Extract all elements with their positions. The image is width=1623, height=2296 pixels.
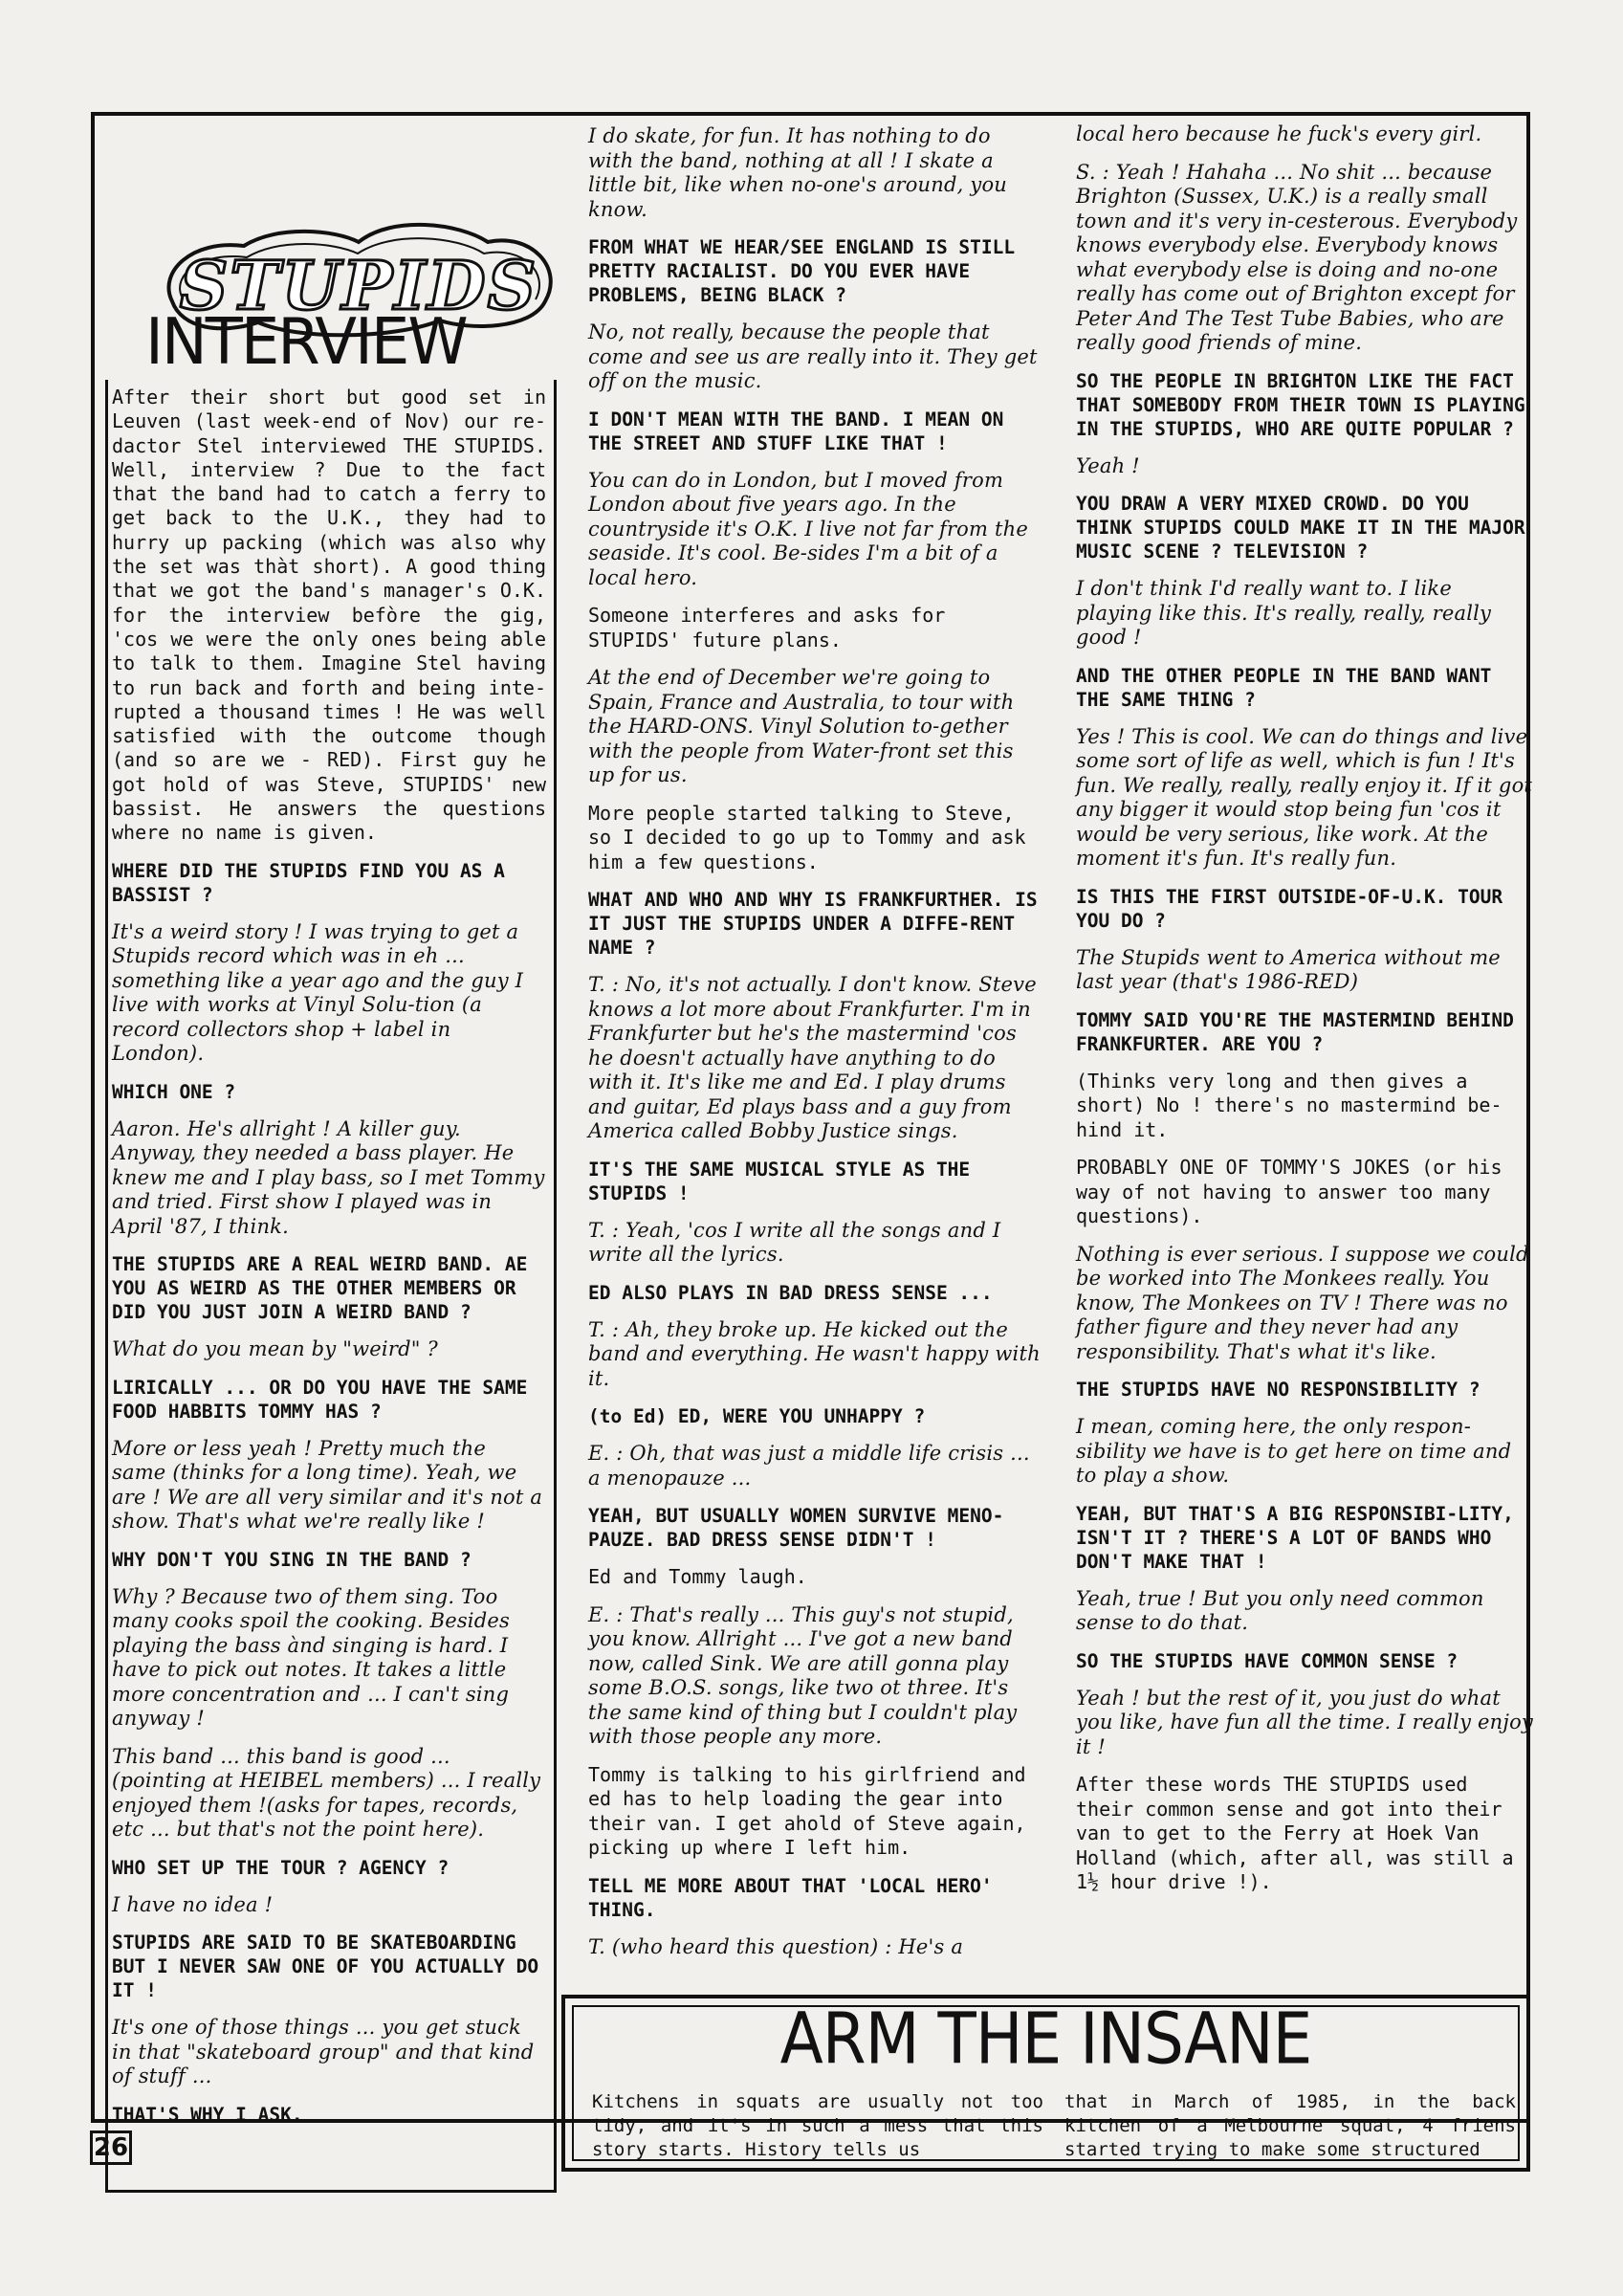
question: IS THIS THE FIRST OUTSIDE-OF-U.K. TOUR YOU DO ?: [1076, 885, 1503, 932]
narration: Ed and Tommy laugh.: [588, 1565, 807, 1588]
question: LIRICALLY ... OR DO YOU HAVE THE SAME FOOD HABBITS TOMMY HAS ?: [112, 1376, 528, 1423]
question: WHERE DID THE STUPIDS FIND YOU AS A BASSIST ?: [112, 859, 505, 906]
column-3: [1076, 122, 1533, 1998]
answer: local hero because he fuck's every girl.: [1076, 122, 1482, 145]
question: YEAH, BUT USUALLY WOMEN SURVIVE MENO-PAUZE. BAD DRESS SENSE DIDN'T !: [588, 1505, 1004, 1551]
answer: T. : No, it's not actually. I don't know. Steve knows a lot more about Frankfurter. I'm in Frankfurter but he's the mastermind 'cos he doesn't actually have anything to do with it. It's like me and Ed. I play drums and guitar, Ed plays bass and a guy from America called Bobby Justice sings.: [588, 973, 1037, 1142]
answer: No, not really, because the people that come and see us are really into it. They get off on the music.: [588, 320, 1038, 392]
logo-text: STUPIDS: [179, 246, 538, 325]
column-1: [105, 120, 557, 2157]
answer: I don't think I'd really want to. I like playing like this. It's really, really, really good !: [1076, 577, 1492, 649]
masthead: [105, 120, 557, 380]
narration: PROBABLY ONE OF TOMMY'S JOKES (or his way of not having to answer too many questions).: [1076, 1156, 1502, 1227]
answer: Yeah, true ! But you only need common sense to do that.: [1076, 1586, 1484, 1634]
answer: Why ? Because two of them sing. Too many cooks spoil the cooking. Besides playing the bass ànd singing is hard. I have to pick out notes. It takes a little more concentration and ... I can't sing anyway !: [112, 1584, 510, 1731]
answer: I mean, coming here, the only respon-sibility we have is to get here on time and to play a show.: [1076, 1415, 1512, 1487]
question: WHAT AND WHO AND WHY IS FRANKFURTHER. IS IT JUST THE STUPIDS UNDER A DIFFE-RENT NAME ?: [588, 889, 1038, 959]
answer: At the end of December we're going to Spain, France and Australia, to tour with the HARD-ONS. Vinyl Solution to-gether with the people from Water-front set this up for us.: [588, 666, 1015, 786]
arm-the-insane-title: ARM THE INSANE: [779, 1998, 1312, 2081]
narration: (Thinks very long and then gives a short) No ! there's no mastermind be-hind it.: [1076, 1069, 1502, 1141]
arm-text-left: Kitchens in squats are usually not too tidy, and it's in such a mess that this story starts. History tells us: [592, 2091, 1043, 2160]
answer: T. (who heard this question) : He's a: [588, 1934, 964, 1958]
column-2: [588, 124, 1042, 1999]
question: YOU DRAW A VERY MIXED CROWD. DO YOU THINK STUPIDS COULD MAKE IT IN THE MAJOR MUSIC SCENE ? TELEVISION ?: [1076, 493, 1525, 563]
question: SO THE STUPIDS HAVE COMMON SENSE ?: [1076, 1649, 1459, 1672]
question: WHO SET UP THE TOUR ? AGENCY ?: [112, 1856, 450, 1879]
question: ED ALSO PLAYS IN BAD DRESS SENSE ...: [588, 1281, 993, 1304]
question: SO THE PEOPLE IN BRIGHTON LIKE THE FACT THAT SOMEBODY FROM THEIR TOWN IS PLAYING IN THE STUPIDS, WHO ARE QUITE POPULAR ?: [1076, 369, 1525, 440]
narration: Tommy is talking to his girlfriend and ed has to help loading the gear into their van. I get ahold of Steve again, picking up where I left him.: [588, 1762, 1026, 1859]
arm-the-insane-box: [561, 1995, 1530, 2172]
interview-heading: INTERVIEW: [145, 305, 467, 380]
answer: Yes ! This is cool. We can do things and live some sort of life as well, which is fun ! It's fun. We really, really, really enjoy it. If it got any bigger it would stop being fun 'cos it would be very serious, like work. At the moment it's fun. It's really fun.: [1076, 724, 1533, 870]
question: FROM WHAT WE HEAR/SEE ENGLAND IS STILL PRETTY RACIALIST. DO YOU EVER HAVE PROBLEMS, BEING BLACK ?: [588, 236, 1016, 306]
answer: S. : Yeah ! Hahaha ... No shit ... because Brighton (Sussex, U.K.) is a really small town and it's very in-cesterous. Everybody knows everybody else. Everybody knows what everybody else is doing and no-one really has come out of Brighton except for Peter And The Test Tube Babies, who are really good friends of mine.: [1076, 160, 1518, 354]
answer: It's a weird story ! I was trying to get a Stupids record which was in eh ... something like a year ago and the guy I live with works at Vinyl Solu-tion (a record collectors shop + label in London).: [112, 919, 524, 1066]
answer: The Stupids went to America without me last year (that's 1986-RED): [1076, 945, 1501, 993]
question: TOMMY SAID YOU'RE THE MASTERMIND BEHIND FRANKFURTER. ARE YOU ?: [1076, 1008, 1514, 1055]
answer: Nothing is ever serious. I suppose we could be worked into The Monkees really. You know, The Monkees on TV ! There was no father figure and they never had any responsibility. That's what it's like.: [1076, 1242, 1529, 1363]
answer: Yeah !: [1076, 453, 1140, 477]
question: AND THE OTHER PEOPLE IN THE BAND WANT THE SAME THING ?: [1076, 664, 1492, 711]
question: THE STUPIDS HAVE NO RESPONSIBILITY ?: [1076, 1379, 1480, 1401]
narration: After these words THE STUPIDS used their common sense and got into their van to get to the Ferry at Hoek Van Holland (which, after all, was still a 1½ hour drive !).: [1076, 1773, 1514, 1893]
answer: E. : Oh, that was just a middle life crisis ... a menopauze ...: [588, 1442, 1030, 1490]
answer: Yeah ! but the rest of it, you just do what you like, have fun all the time. I really enjoy it !: [1076, 1686, 1533, 1758]
answer: I do skate, for fun. It has nothing to do with the band, nothing at all ! I skate a little bit, like when no-one's around, you know.: [588, 124, 1008, 221]
answer: T. : Yeah, 'cos I write all the songs and I write all the lyrics.: [588, 1218, 1001, 1266]
column-1-body: [105, 380, 557, 2193]
question: (to Ed) ED, WERE YOU UNHAPPY ?: [588, 1405, 926, 1427]
answer: You can do in London, but I moved from London about five years ago. In the countryside it's O.K. I live not far from the seaside. It's cool. Be-sides I'm a bit of a local hero.: [588, 468, 1029, 589]
question: WHY DON'T YOU SING IN THE BAND ?: [112, 1548, 472, 1571]
answer: E. : That's really ... This guy's not stupid, you know. Allright ... I've got a new band now, called Sink. We are atill gonna play some B.O.S. songs, like two ot three. It's the same kind of thing but I couldn't play with those people any more.: [588, 1602, 1018, 1748]
answer: It's one of those things ... you get stuck in that "skateboard group" and that kind of stuff ...: [112, 2016, 535, 2088]
narration: More people started talking to Steve, so I decided to go up to Tommy and ask him a few questions.: [588, 801, 1026, 873]
intro-paragraph: After their short but good set in Leuven (last week-end of Nov) our re-dactor Stel interviewed THE STUPIDS. Well, interview ? Due to the fact that the band had to catch a ferry to get back to the U.K., they had to hurry up packing (which was also why the set was thàt short). A good thing that we got the band's manager's O.K. for the interview befòre the gig, 'cos we were the only ones being able to talk to them. Imagine Stel having to run back and forth and being inte-rupted a thousand times ! He was well satisfied with the outcome though (and so are we - RED). First guy he got hold of was Steve, STUPIDS' new bassist. He answers the questions where no name is given.: [112, 386, 546, 845]
narration: Someone interferes and asks for STUPIDS' future plans.: [588, 604, 946, 651]
answer: This band ... this band is good ... (pointing at HEIBEL members) ... I really enjoyed them !(asks for tapes, records, etc ... but that's not the point here).: [112, 1744, 541, 1842]
question: I DON'T MEAN WITH THE BAND. I MEAN ON THE STREET AND STUFF LIKE THAT !: [588, 408, 1004, 454]
answer: More or less yeah ! Pretty much the same (thinks for a long time). Yeah, we are ! We are all very similar and it's not a show. That's what we're really like !: [112, 1436, 543, 1534]
question: YEAH, BUT THAT'S A BIG RESPONSIBI-LITY, ISN'T IT ? THERE'S A LOT OF BANDS WHO DON'T MAKE THAT !: [1076, 1502, 1514, 1573]
question: THE STUPIDS ARE A REAL WEIRD BAND. AE YOU AS WEIRD AS THE OTHER MEMBERS OR DID YOU JUST JOIN A WEIRD BAND ?: [112, 1253, 528, 1324]
answer: Aaron. He's allright ! A killer guy. Anyway, they needed a bass player. He knew me and I play bass, so I met Tommy and tried. First show I played was in April '87, I think.: [112, 1116, 545, 1238]
answer: T. : Ah, they broke up. He kicked out the band and everything. He wasn't happy with it.: [588, 1317, 1041, 1390]
page-number: 26: [90, 2130, 132, 2165]
question: WHICH ONE ?: [112, 1080, 236, 1103]
question: TELL ME MORE ABOUT THAT 'LOCAL HERO' THING.: [588, 1874, 993, 1921]
answer: I have no idea !: [112, 1892, 274, 1916]
question: THAT'S WHY I ASK.: [112, 2103, 303, 2126]
arm-text-right: that in March of 1985, in the back kitchen of a Melbourne squat, 4 friens started trying to make some structured: [1064, 2091, 1516, 2160]
question: IT'S THE SAME MUSICAL STYLE AS THE STUPIDS !: [588, 1158, 971, 1204]
question: STUPIDS ARE SAID TO BE SKATEBOARDING BUT I NEVER SAW ONE OF YOU ACTUALLY DO IT !: [112, 1932, 539, 2002]
answer: What do you mean by "weird" ?: [112, 1337, 438, 1361]
